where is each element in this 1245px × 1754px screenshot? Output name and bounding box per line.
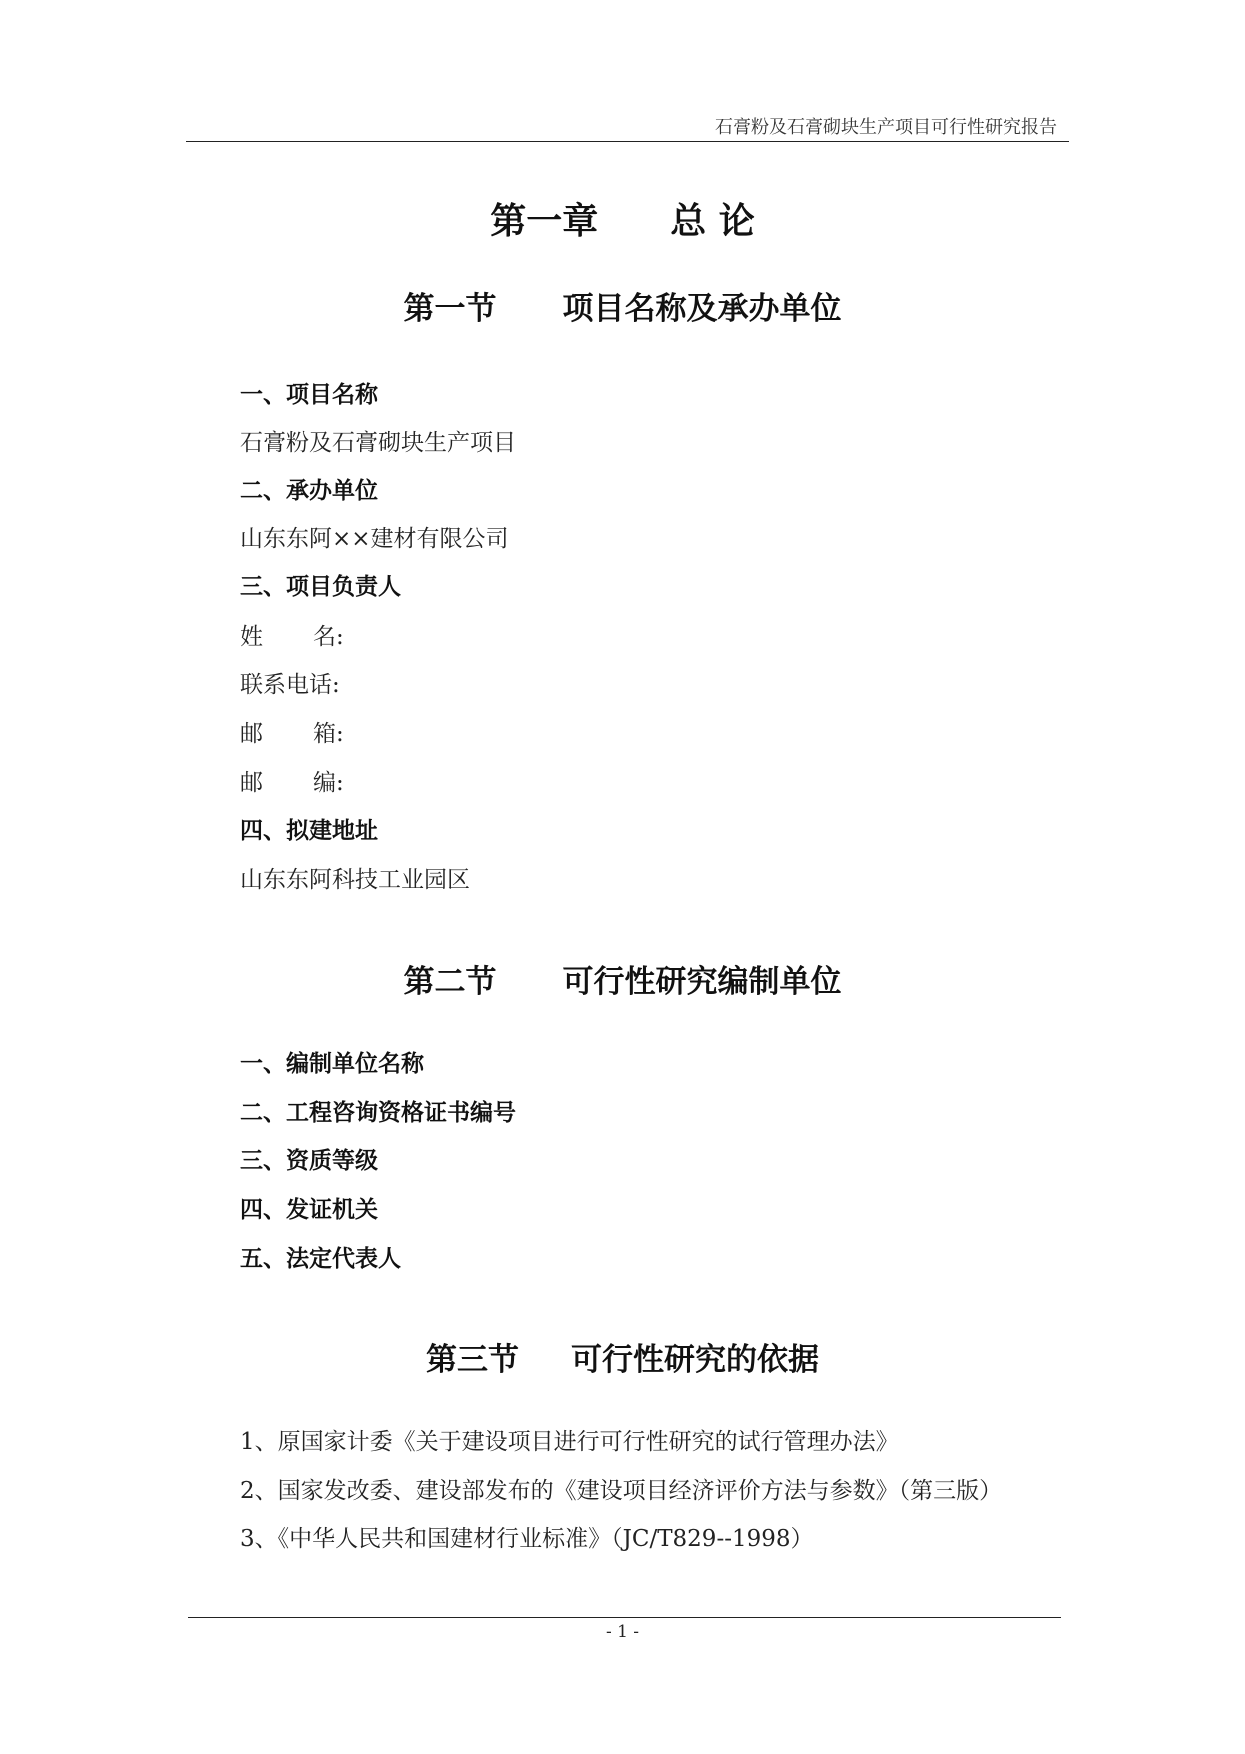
- section-1-title: [0, 285, 1245, 333]
- leader-email-field: [240, 717, 348, 751]
- section-2-item: 三、资质等级: [240, 1148, 378, 1174]
- section-2-item: 一、编制单位名称: [240, 1051, 424, 1077]
- leader-name-field: [240, 620, 348, 654]
- project-name-value: 石膏粉及石膏砌块生产项目: [240, 430, 516, 456]
- section-1-number: 第一节: [403, 291, 497, 327]
- section-2-number: 第二节: [403, 964, 497, 1000]
- section-2-title: [0, 958, 1245, 1006]
- section-2-name: 可行性研究编制单位: [562, 964, 842, 1000]
- leader-phone-field: 联系电话:: [240, 672, 340, 698]
- section-2-item: 五、法定代表人: [240, 1246, 401, 1272]
- chapter-number: 第一章: [490, 201, 599, 242]
- leader-postcode-field: [240, 766, 348, 800]
- site-value: 山东东阿科技工业园区: [240, 867, 470, 893]
- section-1-name: 项目名称及承办单位: [562, 291, 842, 327]
- basis-item: 3、《中华人民共和国建材行业标准》（JC/T829--1998）: [240, 1526, 814, 1552]
- header-rule: [186, 141, 1069, 142]
- basis-item: 1、原国家计委《关于建设项目进行可行性研究的试行管理办法》: [240, 1429, 899, 1455]
- basis-item: 2、国家发改委、建设部发布的《建设项目经济评价方法与参数》（第三版）: [240, 1478, 1003, 1504]
- page-number: - 1 -: [605, 1622, 640, 1642]
- section-2-item: 四、发证机关: [240, 1197, 378, 1223]
- organizer-value: 山东东阿××建材有限公司: [240, 526, 509, 552]
- chapter-name: 总 论: [670, 201, 755, 242]
- project-name-heading: 一、项目名称: [240, 382, 378, 408]
- site-heading: 四、拟建地址: [240, 818, 378, 844]
- leader-name-label: 姓 名:: [240, 624, 344, 650]
- leader-postcode-label: 邮 编:: [240, 770, 344, 796]
- chapter-title: [0, 195, 1245, 249]
- organizer-heading: 二、承办单位: [240, 478, 378, 504]
- section-2-item: 二、工程咨询资格证书编号: [240, 1100, 516, 1126]
- leader-heading: 三、项目负责人: [240, 574, 401, 600]
- section-3-title: [0, 1336, 1245, 1384]
- section-3-name: 可行性研究的依据: [571, 1342, 819, 1378]
- leader-email-label: 邮 箱:: [240, 721, 344, 747]
- running-header: 石膏粉及石膏砌块生产项目可行性研究报告: [715, 117, 1057, 138]
- footer-rule: [188, 1617, 1061, 1618]
- section-3-number: 第三节: [426, 1342, 519, 1378]
